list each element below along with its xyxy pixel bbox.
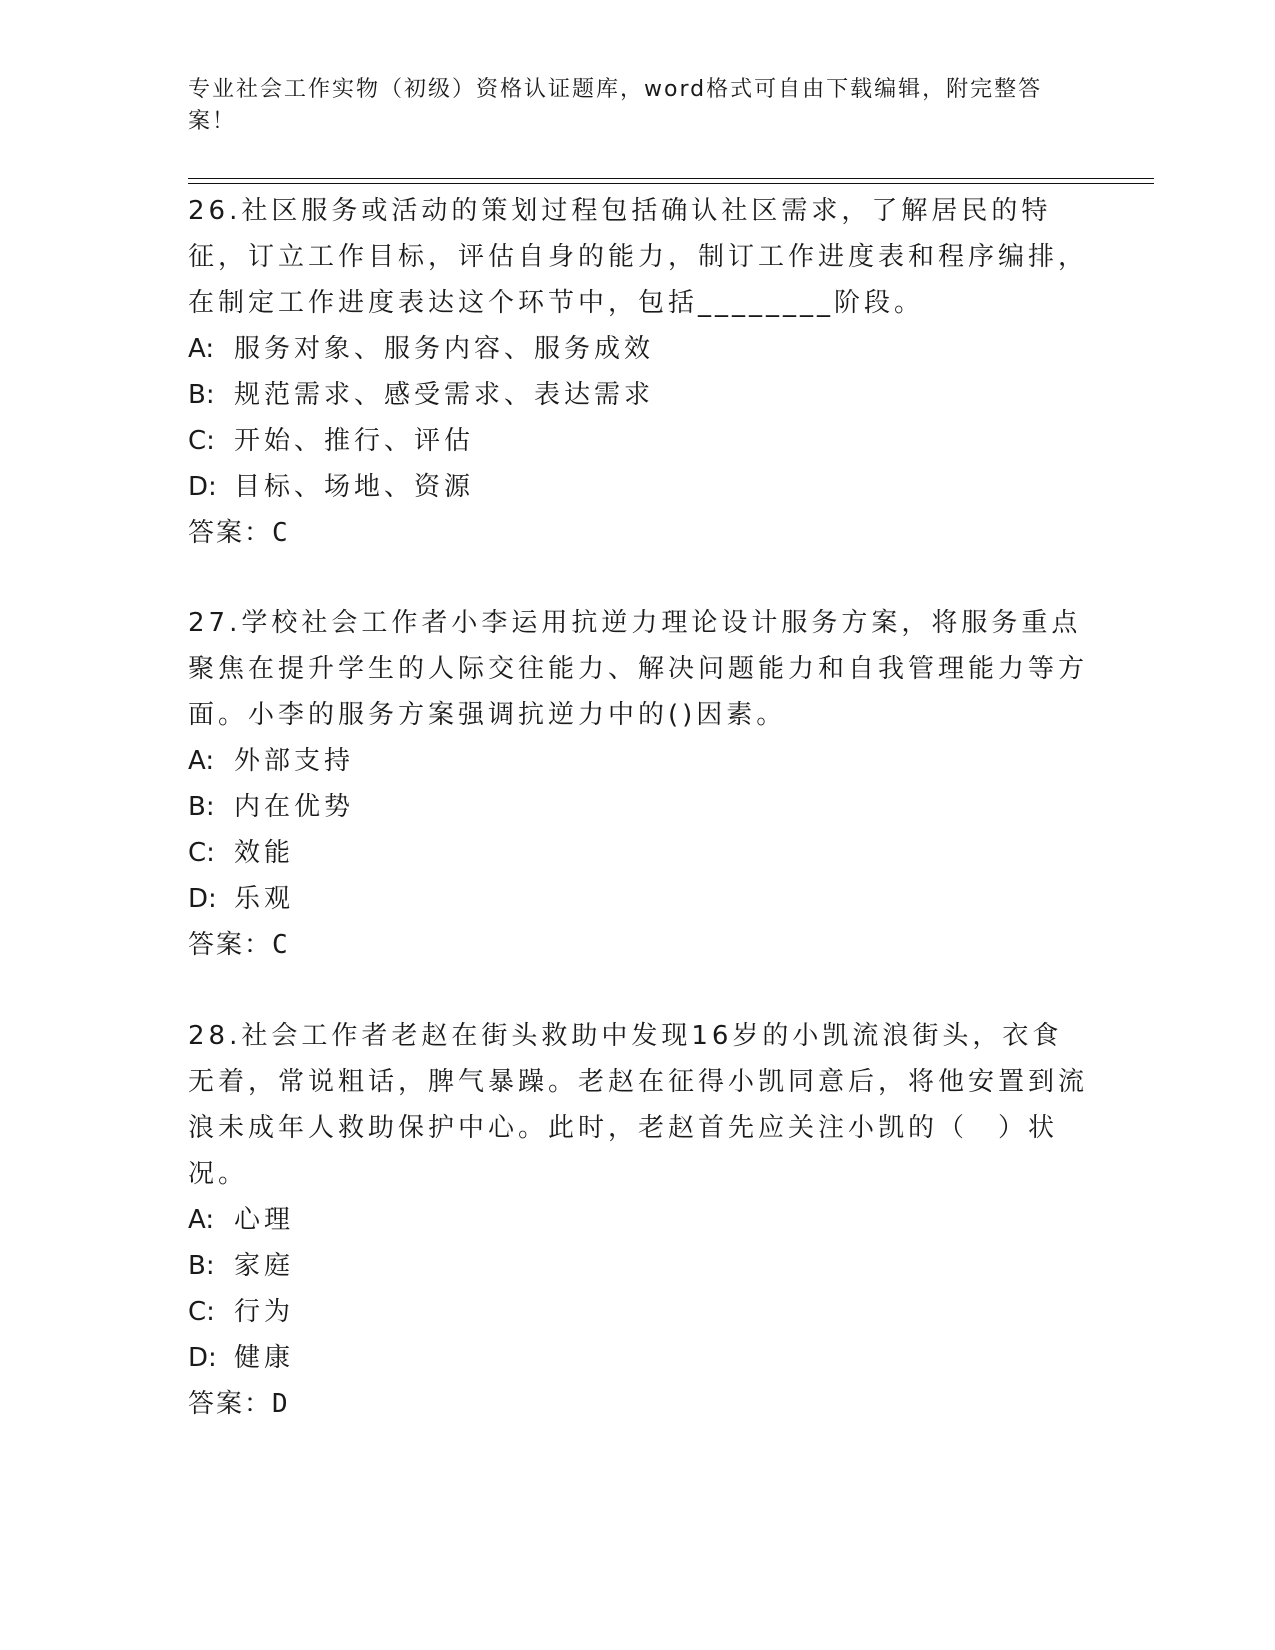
option-letter: C: — [188, 838, 215, 868]
option-d — [188, 1335, 1088, 1381]
option-text: 开始、推行、评估 — [234, 426, 475, 456]
option-text: 规范需求、感受需求、表达需求 — [234, 380, 655, 410]
option-b — [188, 1243, 1088, 1289]
option-text: 行为 — [234, 1297, 295, 1327]
question-stem: 26.社区服务或活动的策划过程包括确认社区需求，了解居民的特征，订立工作目标，评估自身的能力，制订工作进度表和程序编排，在制定工作进度表达这个环节中，包括________阶段。 — [188, 196, 1089, 318]
option-letter: D: — [188, 472, 217, 502]
option-b — [188, 372, 1088, 418]
option-letter: B: — [188, 1251, 215, 1281]
option-text: 目标、场地、资源 — [234, 472, 475, 502]
question-stem: 28.社会工作者老赵在街头救助中发现16岁的小凯流浪街头，衣食无着，常说粗话，脾气暴躁。老赵在征得小凯同意后，将他安置到流浪未成年人救助保护中心。此时，老赵首先应关注小凯的（ ）状况。 — [188, 1021, 1089, 1189]
option-text: 家庭 — [234, 1251, 295, 1281]
option-letter: D: — [188, 884, 217, 914]
question-stem: 27.学校社会工作者小李运用抗逆力理论设计服务方案，将服务重点聚焦在提升学生的人际交往能力、解决问题能力和自我管理能力等方面。小李的服务方案强调抗逆力中的()因素。 — [188, 608, 1089, 730]
option-a — [188, 326, 1088, 372]
answer-value: C — [272, 930, 290, 960]
answer-value: D — [272, 1389, 290, 1419]
option-letter: D: — [188, 1343, 217, 1373]
option-c — [188, 1289, 1088, 1335]
answer-label: 答案： — [188, 1389, 273, 1419]
answer-line — [188, 1381, 1088, 1427]
option-c — [188, 418, 1088, 464]
header-divider-top — [188, 178, 1154, 179]
question-26 — [188, 188, 1088, 556]
option-d — [188, 876, 1088, 922]
option-letter: C: — [188, 1297, 215, 1327]
option-letter: A: — [188, 746, 215, 776]
option-b — [188, 784, 1088, 830]
question-28 — [188, 1013, 1088, 1427]
option-letter: A: — [188, 334, 215, 364]
option-text: 心理 — [234, 1205, 295, 1235]
option-text: 乐观 — [234, 884, 295, 914]
option-d — [188, 464, 1088, 510]
answer-label: 答案： — [188, 930, 273, 960]
option-text: 外部支持 — [234, 746, 355, 776]
option-letter: B: — [188, 380, 215, 410]
option-c — [188, 830, 1088, 876]
answer-label: 答案： — [188, 518, 273, 548]
answer-line — [188, 510, 1088, 556]
option-text: 效能 — [234, 838, 295, 868]
answer-line — [188, 922, 1088, 968]
document-header: 专业社会工作实物（初级）资格认证题库，word格式可自由下载编辑，附完整答案！ — [188, 77, 1043, 134]
option-text: 服务对象、服务内容、服务成效 — [234, 334, 655, 364]
option-text: 内在优势 — [234, 792, 355, 822]
option-letter: C: — [188, 426, 215, 456]
option-a — [188, 1197, 1088, 1243]
option-text: 健康 — [234, 1343, 295, 1373]
option-letter: B: — [188, 792, 215, 822]
option-a — [188, 738, 1088, 784]
option-letter: A: — [188, 1205, 215, 1235]
header-divider-bottom — [188, 183, 1154, 184]
question-27 — [188, 600, 1088, 968]
answer-value: C — [272, 518, 290, 548]
